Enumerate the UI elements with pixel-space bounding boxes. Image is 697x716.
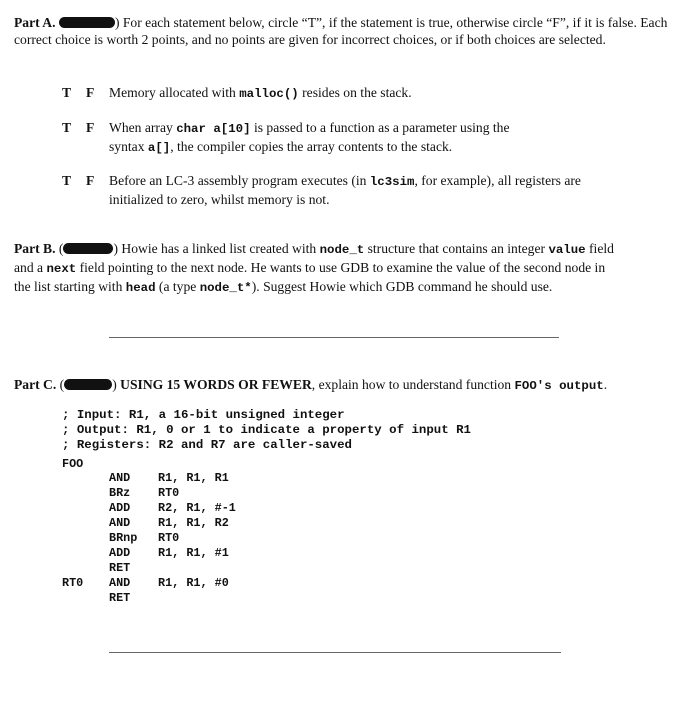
part-b-text: structure that contains an integer bbox=[364, 241, 549, 256]
q2-text-4: , the compiler copies the array contents to the stack. bbox=[170, 139, 453, 154]
part-c-period: . bbox=[603, 377, 608, 392]
label-foo: FOO bbox=[62, 457, 84, 471]
part-b-heading: Part B. bbox=[14, 241, 56, 256]
code-args: R1, R1, R2 bbox=[158, 516, 229, 530]
q2-text: When array bbox=[109, 120, 177, 135]
q2-text-2: is passed to a function as a parameter using the bbox=[250, 120, 510, 135]
code-op: RET bbox=[109, 591, 131, 605]
redacted-points-scribble bbox=[59, 17, 115, 28]
q3-line-2: initialized to zero, whilst memory is not. bbox=[109, 192, 330, 207]
q1-true-option[interactable]: T bbox=[62, 85, 72, 100]
q1-false-option[interactable]: F bbox=[86, 85, 95, 100]
part-b-answer-line[interactable] bbox=[109, 337, 559, 338]
code-op: ADD bbox=[109, 546, 131, 560]
part-b-line-2 bbox=[14, 259, 684, 278]
part-b-line-1: Part B. ( ) Howie has a linked list created with node_t structure that contains an integer value field bbox=[14, 241, 614, 257]
code-op: AND bbox=[109, 576, 131, 590]
head-code: head bbox=[125, 281, 156, 295]
code-op: AND bbox=[109, 516, 131, 530]
redacted-points-scribble bbox=[64, 379, 112, 390]
part-b-text: field pointing to the next node. He wants to use GDB to examine the value of the second node in bbox=[76, 260, 606, 275]
part-b-text: ). Suggest Howie which GDB command he should use. bbox=[251, 279, 553, 294]
code-op: ADD bbox=[109, 501, 131, 515]
value-code: value bbox=[548, 243, 586, 257]
code-args: R1, R1, R1 bbox=[158, 471, 229, 485]
part-c-question: Part C. ( ) USING 15 WORDS OR FEWER, explain how to understand function FOO's output. bbox=[14, 377, 608, 393]
comment-output: ; Output: R1, 0 or 1 to indicate a property of input R1 bbox=[62, 423, 471, 438]
code-args: RT0 bbox=[158, 486, 180, 500]
part-c-heading: Part C. bbox=[14, 377, 57, 392]
foo-output-code: FOO's output bbox=[514, 379, 604, 393]
part-b-question bbox=[14, 240, 684, 297]
q1-code: malloc() bbox=[239, 87, 299, 101]
part-a-instructions: Part A. ) For each statement below, circle “T”, if the statement is true, otherwise circle “F”, if it is false. Each correct choice is worth 2 points, and no points are given for incorrect choices, or if both choices are selected. bbox=[14, 15, 668, 47]
q1-text: Memory allocated with bbox=[109, 85, 240, 100]
node-t-ptr-code: node_t* bbox=[199, 281, 252, 295]
code-op: RET bbox=[109, 561, 131, 575]
node-t-code: node_t bbox=[319, 243, 365, 257]
q2-statement bbox=[109, 119, 669, 157]
q2-code: char a[10] bbox=[176, 122, 251, 136]
code-args: R2, R1, #-1 bbox=[158, 501, 236, 515]
code-op: AND bbox=[109, 471, 131, 485]
part-b-text: Howie has a linked list created with bbox=[121, 241, 320, 256]
part-b-text: and a bbox=[14, 260, 47, 275]
q3-text: Before an LC-3 assembly program executes (in bbox=[109, 173, 370, 188]
q3-false-option[interactable]: F bbox=[86, 173, 95, 188]
part-c-answer-line[interactable] bbox=[109, 652, 561, 653]
code-args: R1, R1, #0 bbox=[158, 576, 229, 590]
q2-line-2 bbox=[109, 138, 669, 157]
part-a-heading: Part A. bbox=[14, 15, 56, 30]
part-a-instruction-text: For each statement below, circle “T”, if the statement is true, otherwise circle “F”, if it is false. Each correct choice is worth 2 points, and no points are given for incorrect choices, or if both choices are selected. bbox=[14, 15, 668, 47]
part-b-text: (a type bbox=[155, 279, 200, 294]
q2-true-option[interactable]: T bbox=[62, 120, 72, 135]
code-op: BRnp bbox=[109, 531, 138, 545]
q3-true-option[interactable]: T bbox=[62, 173, 72, 188]
comment-registers: ; Registers: R2 and R7 are caller-saved bbox=[62, 438, 352, 453]
code-args: RT0 bbox=[158, 531, 180, 545]
q3-line-1 bbox=[109, 172, 669, 191]
redacted-points-scribble bbox=[63, 243, 113, 254]
q2-text-3: syntax bbox=[109, 139, 148, 154]
q3-text-2: , for example), all registers are bbox=[414, 173, 581, 188]
next-code: next bbox=[46, 262, 77, 276]
q2-code-2: a[] bbox=[147, 141, 171, 155]
q1-text-end: resides on the stack. bbox=[298, 85, 412, 100]
q2-false-option[interactable]: F bbox=[86, 120, 95, 135]
part-c-text: , explain how to understand function bbox=[311, 377, 515, 392]
word-limit-text: USING 15 WORDS OR FEWER bbox=[120, 377, 312, 392]
part-b-text: the list starting with bbox=[14, 279, 126, 294]
label-rt0: RT0 bbox=[62, 576, 84, 590]
comment-input: ; Input: R1, a 16-bit unsigned integer bbox=[62, 408, 345, 422]
code-args: R1, R1, #1 bbox=[158, 546, 229, 560]
part-b-line-3 bbox=[14, 278, 684, 297]
q3-code: lc3sim bbox=[369, 175, 415, 189]
part-b-text: field bbox=[585, 241, 614, 256]
q2-line-1 bbox=[109, 119, 669, 138]
q3-statement bbox=[109, 172, 669, 208]
q1-statement bbox=[109, 84, 669, 103]
code-op: BRz bbox=[109, 486, 131, 500]
code-comments bbox=[62, 408, 471, 454]
